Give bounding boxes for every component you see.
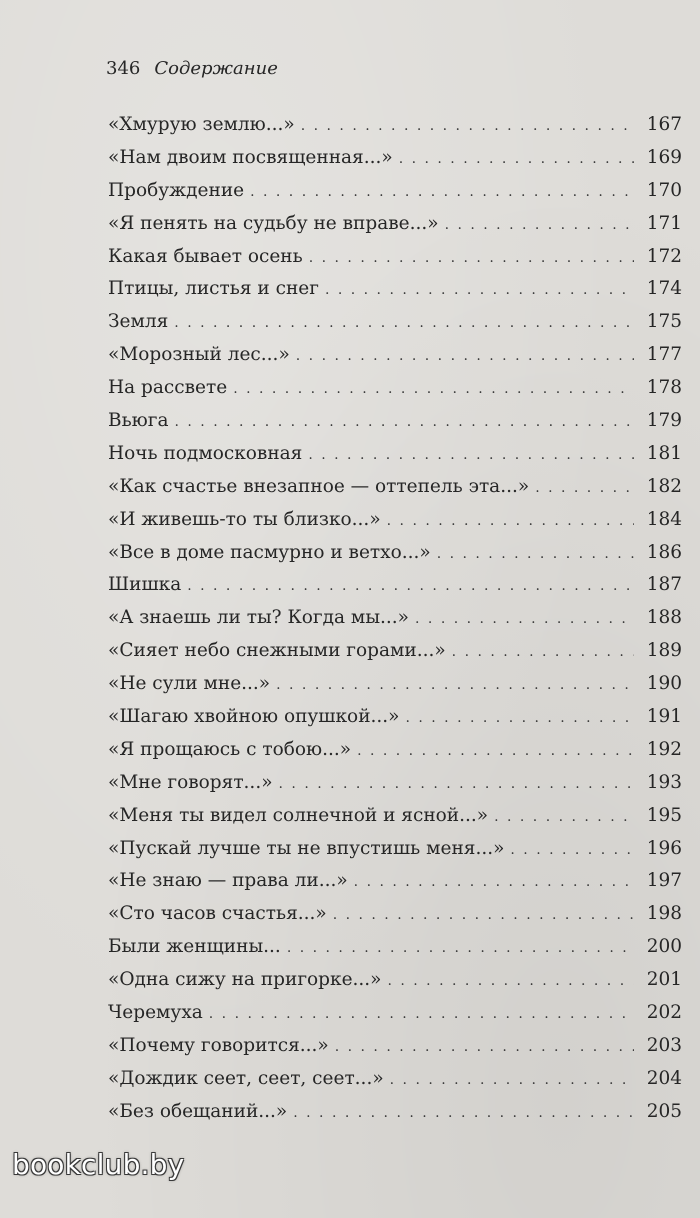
toc-entry-page: 197 bbox=[646, 870, 682, 892]
toc-entry-title: «Сто часов счастья...» bbox=[108, 903, 327, 925]
toc-entry-title: «Как счастье внезапное — оттепель эта...» bbox=[108, 475, 530, 497]
toc-entry-page: 177 bbox=[646, 344, 682, 366]
toc-entry bbox=[108, 574, 682, 607]
toc-entry-title: «Все в доме пасмурно и ветхо...» bbox=[108, 541, 431, 563]
toc-entry-title: «Не сули мне...» bbox=[108, 673, 271, 695]
toc-entry bbox=[108, 180, 682, 213]
toc-entry-page: 175 bbox=[646, 311, 682, 333]
toc-entry bbox=[108, 706, 682, 739]
toc-entry bbox=[108, 805, 682, 838]
toc-entry bbox=[108, 739, 682, 772]
toc-entry-title: «Мне говорят...» bbox=[108, 771, 273, 793]
toc-entry-page: 189 bbox=[646, 640, 682, 662]
dot-leader bbox=[187, 578, 634, 594]
toc-entry bbox=[108, 936, 682, 969]
toc-entry-page: 186 bbox=[646, 541, 682, 563]
toc-entry-title: «Шагаю хвойною опушкой...» bbox=[108, 706, 400, 728]
dot-leader bbox=[399, 151, 634, 167]
dot-leader bbox=[405, 710, 634, 726]
toc-entry-title: «Одна сижу на пригорке...» bbox=[108, 969, 382, 991]
dot-leader bbox=[445, 217, 634, 233]
toc-entry-title: «Дождик сеет, сеет, сеет...» bbox=[108, 1067, 384, 1089]
toc-entry-page: 205 bbox=[646, 1100, 682, 1122]
toc-entry-page: 191 bbox=[646, 706, 682, 728]
toc-entry-title: Были женщины... bbox=[108, 936, 281, 958]
dot-leader bbox=[301, 118, 634, 134]
dot-leader bbox=[452, 644, 634, 660]
dot-leader bbox=[437, 546, 634, 562]
dot-leader bbox=[309, 250, 634, 266]
dot-leader bbox=[333, 907, 634, 923]
dot-leader bbox=[387, 973, 634, 989]
toc-entry-title: «Не знаю — права ли...» bbox=[108, 870, 348, 892]
dot-leader bbox=[209, 1006, 634, 1022]
dot-leader bbox=[325, 282, 634, 298]
dot-leader bbox=[387, 513, 634, 529]
toc-entry-title: Какая бывает осень bbox=[108, 245, 303, 267]
toc-entry-title: «Нам двоим посвященная...» bbox=[108, 146, 393, 168]
toc-entry bbox=[108, 509, 682, 542]
toc-entry bbox=[108, 1068, 682, 1101]
toc-entry-page: 204 bbox=[646, 1067, 682, 1089]
running-header bbox=[106, 58, 278, 86]
toc-entry-title: «Морозный лес...» bbox=[108, 344, 290, 366]
toc-entry-title: «Я пенять на судьбу не вправе...» bbox=[108, 212, 439, 234]
toc-entry-page: 174 bbox=[646, 278, 682, 300]
toc-entry bbox=[108, 542, 682, 575]
toc-entry-title: Ночь подмосковная bbox=[108, 442, 303, 464]
toc-entry-title: На рассвете bbox=[108, 377, 228, 399]
toc-entry-page: 200 bbox=[646, 936, 682, 958]
toc-entry bbox=[108, 870, 682, 903]
toc-entry bbox=[108, 344, 682, 377]
toc-entry bbox=[108, 410, 682, 443]
toc-entry bbox=[108, 246, 682, 279]
toc-entry bbox=[108, 147, 682, 180]
toc-entry bbox=[108, 1035, 682, 1068]
toc-entry-page: 171 bbox=[646, 212, 682, 234]
toc-entry-page: 195 bbox=[646, 804, 682, 826]
toc-entry-title: «Почему говорится...» bbox=[108, 1034, 329, 1056]
toc-entry-page: 201 bbox=[646, 969, 682, 991]
dot-leader bbox=[335, 1039, 634, 1055]
toc-entry bbox=[108, 377, 682, 410]
dot-leader bbox=[357, 743, 634, 759]
toc-entry-page: 170 bbox=[646, 179, 682, 201]
toc-entry bbox=[108, 772, 682, 805]
toc-entry-page: 181 bbox=[646, 442, 682, 464]
toc-entry-title: «Сияет небо снежными горами...» bbox=[108, 640, 446, 662]
toc-entry-page: 184 bbox=[646, 508, 682, 530]
dot-leader bbox=[233, 381, 634, 397]
toc-entry bbox=[108, 969, 682, 1002]
toc-entry-page: 190 bbox=[646, 673, 682, 695]
toc-entry-page: 188 bbox=[646, 607, 682, 629]
toc-entry-page: 182 bbox=[646, 475, 682, 497]
toc-entry-page: 192 bbox=[646, 738, 682, 760]
toc-entry-page: 167 bbox=[646, 114, 682, 135]
toc-entry-title: «Без обещаний...» bbox=[108, 1100, 288, 1122]
toc-entry bbox=[108, 673, 682, 706]
toc-entry-title: «Пускай лучше ты не впустишь меня...» bbox=[108, 837, 505, 859]
toc-entry bbox=[108, 1002, 682, 1035]
toc-entry-title: «Меня ты видел солнечной и ясной...» bbox=[108, 804, 489, 826]
toc-entry-title: Земля bbox=[108, 311, 169, 333]
dot-leader bbox=[293, 1105, 634, 1121]
toc-entry bbox=[108, 213, 682, 246]
toc-entry bbox=[108, 607, 682, 640]
toc-entry-page: 193 bbox=[646, 771, 682, 793]
toc-entry bbox=[108, 903, 682, 936]
toc-entry-title: «Я прощаюсь с тобою...» bbox=[108, 738, 352, 760]
toc-entry bbox=[108, 443, 682, 476]
toc-entry-page: 179 bbox=[646, 410, 682, 432]
toc-entry-page: 172 bbox=[646, 245, 682, 267]
toc-entry bbox=[108, 838, 682, 871]
toc-entry-page: 202 bbox=[646, 1002, 682, 1024]
dot-leader bbox=[415, 611, 634, 627]
dot-leader bbox=[535, 480, 634, 496]
dot-leader bbox=[287, 940, 634, 956]
dot-leader bbox=[510, 842, 634, 858]
dot-leader bbox=[175, 414, 635, 430]
dot-leader bbox=[296, 348, 634, 364]
dot-leader bbox=[250, 184, 634, 200]
toc-entry bbox=[108, 640, 682, 673]
toc-entry bbox=[108, 1101, 682, 1134]
toc-entry-title: Черемуха bbox=[108, 1002, 203, 1024]
toc-entry-page: 196 bbox=[646, 837, 682, 859]
page-number: 346 bbox=[106, 58, 141, 79]
toc-entry-title: Вьюга bbox=[108, 410, 169, 432]
toc-entry-page: 187 bbox=[646, 574, 682, 596]
dot-leader bbox=[308, 447, 634, 463]
toc-entry bbox=[108, 311, 682, 344]
toc-entry bbox=[108, 278, 682, 311]
table-of-contents bbox=[108, 114, 682, 1134]
toc-entry bbox=[108, 114, 682, 147]
watermark-logo: bookclub.by bbox=[12, 1148, 185, 1181]
toc-entry-title: Шишка bbox=[108, 574, 182, 596]
toc-entry-title: «И живешь-то ты близко...» bbox=[108, 508, 381, 530]
toc-entry-page: 203 bbox=[646, 1034, 682, 1056]
toc-entry-page: 198 bbox=[646, 903, 682, 925]
toc-entry-page: 178 bbox=[646, 377, 682, 399]
dot-leader bbox=[276, 677, 634, 693]
page-title: Содержание bbox=[154, 58, 278, 79]
dot-leader bbox=[390, 1072, 634, 1088]
toc-entry bbox=[108, 476, 682, 509]
toc-entry-title: Пробуждение bbox=[108, 179, 245, 201]
dot-leader bbox=[279, 776, 634, 792]
toc-entry-title: Птицы, листья и снег bbox=[108, 278, 319, 300]
dot-leader bbox=[494, 809, 634, 825]
dot-leader bbox=[174, 315, 634, 331]
toc-entry-title: «Хмурую землю...» bbox=[108, 114, 295, 135]
dot-leader bbox=[354, 874, 634, 890]
toc-entry-title: «А знаешь ли ты? Когда мы...» bbox=[108, 607, 410, 629]
toc-entry-page: 169 bbox=[646, 146, 682, 168]
